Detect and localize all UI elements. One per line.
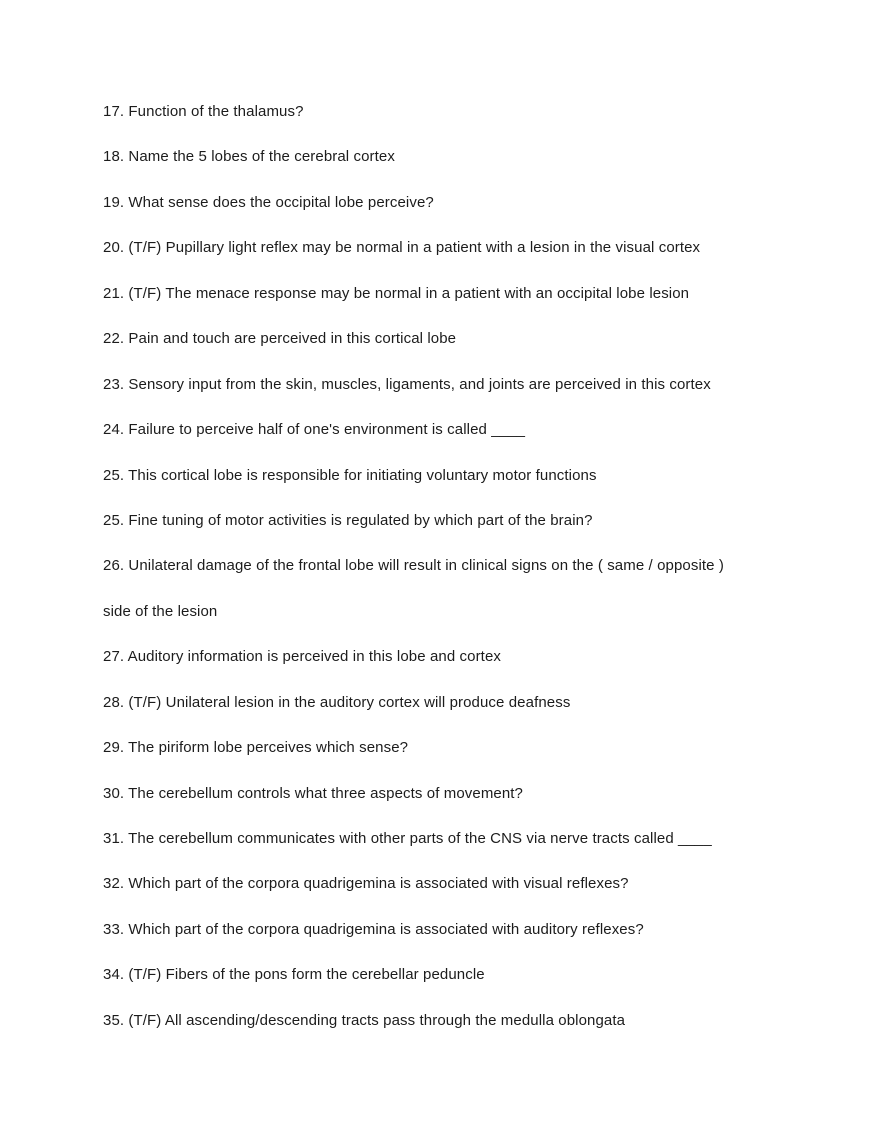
- question-line: 30. The cerebellum controls what three aspects of movement?: [103, 784, 524, 802]
- question-line: 35. (T/F) All ascending/descending tracts pass through the medulla oblongata: [103, 1011, 626, 1029]
- question-line: side of the lesion: [103, 602, 218, 620]
- question-line: 21. (T/F) The menace response may be normal in a patient with an occipital lobe lesion: [103, 284, 690, 302]
- question-line: 33. Which part of the corpora quadrigemina is associated with auditory reflexes?: [103, 920, 644, 938]
- question-line: 25. This cortical lobe is responsible for initiating voluntary motor functions: [103, 466, 597, 484]
- question-line: 32. Which part of the corpora quadrigemina is associated with visual reflexes?: [103, 875, 629, 893]
- question-line: 28. (T/F) Unilateral lesion in the auditory cortex will produce deafness: [103, 693, 571, 711]
- question-line: 23. Sensory input from the skin, muscles, ligaments, and joints are perceived in this cortex: [103, 375, 711, 393]
- question-line: 31. The cerebellum communicates with other parts of the CNS via nerve tracts called ____: [103, 830, 712, 847]
- question-line: 22. Pain and touch are perceived in this cortical lobe: [103, 330, 457, 348]
- question-line: 26. Unilateral damage of the frontal lobe will result in clinical signs on the ( same / opposite ): [103, 557, 724, 575]
- question-line: 18. Name the 5 lobes of the cerebral cortex: [103, 148, 395, 166]
- question-list: [103, 102, 790, 1056]
- question-line: 34. (T/F) Fibers of the pons form the cerebellar peduncle: [103, 966, 485, 984]
- question-line: 19. What sense does the occipital lobe perceive?: [103, 193, 434, 211]
- question-line: 24. Failure to perceive half of one's environment is called ____: [103, 421, 526, 439]
- question-line: 17. Function of the thalamus?: [103, 103, 304, 120]
- question-line: 27. Auditory information is perceived in this lobe and cortex: [103, 648, 501, 666]
- question-line: 25. Fine tuning of motor activities is regulated by which part of the brain?: [103, 511, 593, 529]
- question-line: 29. The piriform lobe perceives which sense?: [103, 739, 409, 757]
- question-line: 20. (T/F) Pupillary light reflex may be normal in a patient with a lesion in the visual cortex: [103, 239, 701, 257]
